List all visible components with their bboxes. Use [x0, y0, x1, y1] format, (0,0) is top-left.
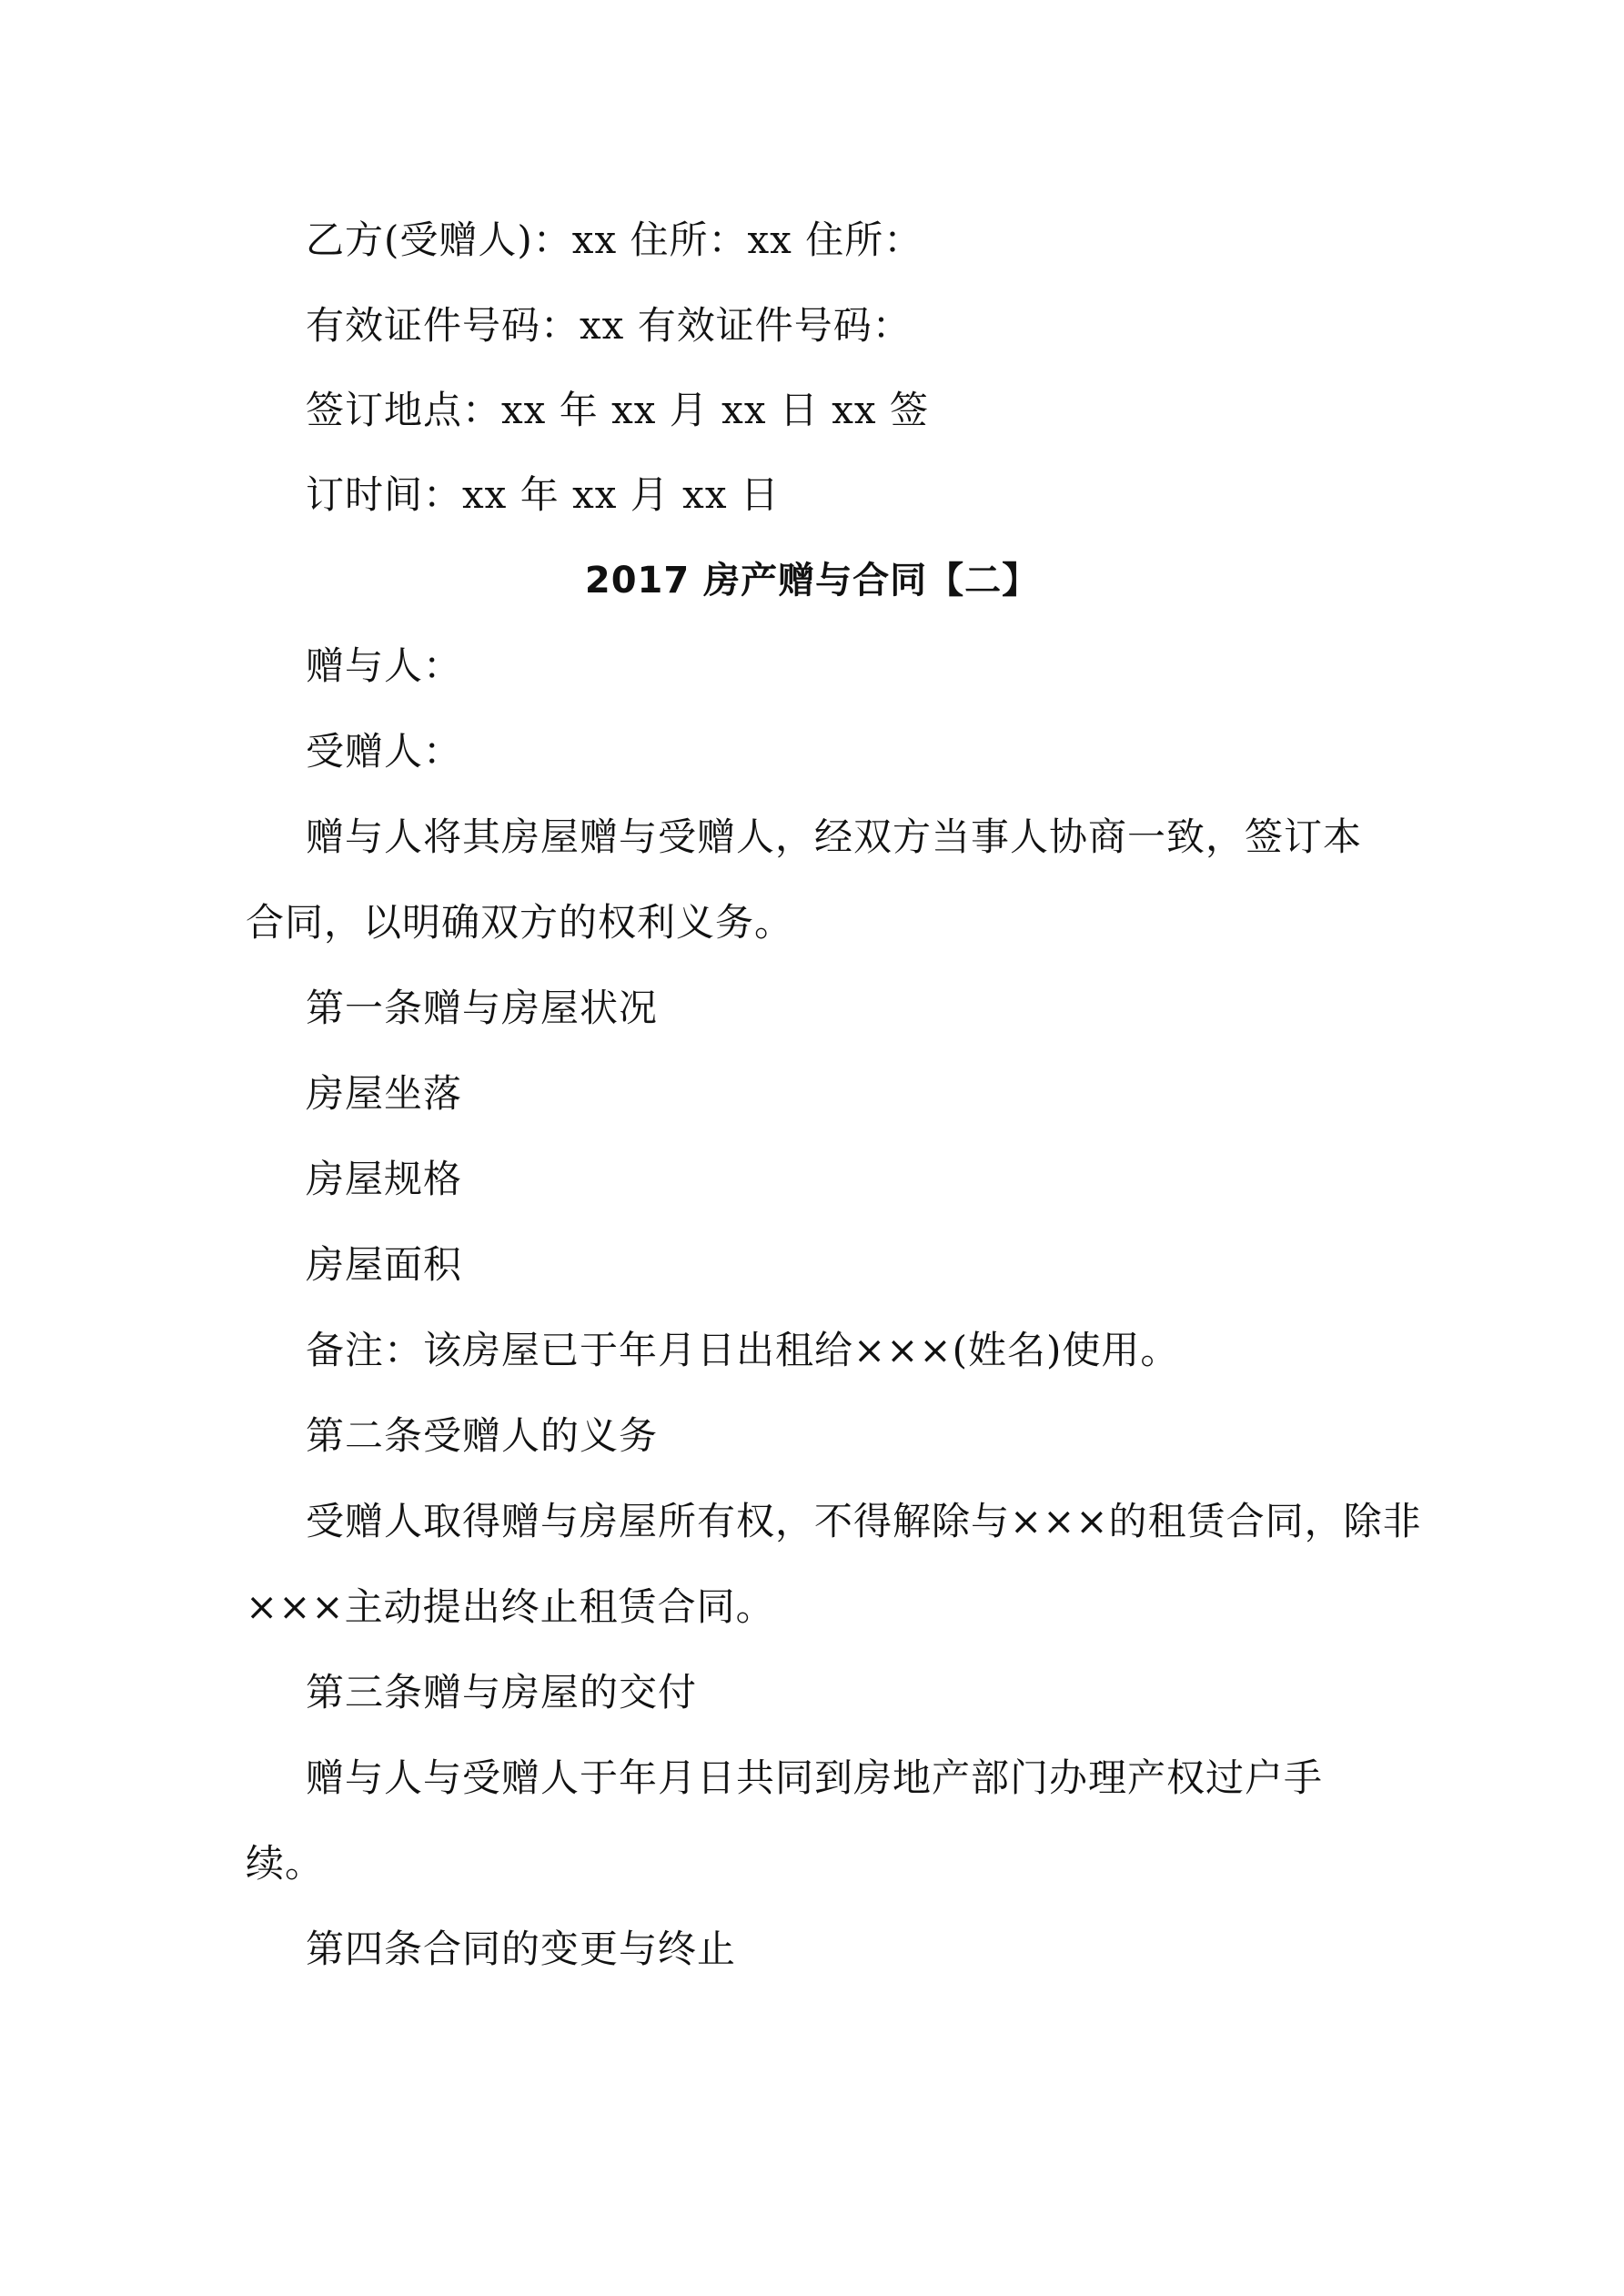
article-3-paragraph-line-2: 续。	[246, 1841, 325, 1886]
article-2-paragraph-line-1: 受赠人取得赠与房屋所有权，不得解除与×××的租赁合同，除非	[306, 1499, 1422, 1543]
house-spec-line: 房屋规格	[306, 1157, 463, 1201]
house-location-line: 房屋坐落	[306, 1071, 463, 1116]
signing-time-line: 订时间：xx 年 xx 月 xx 日	[306, 472, 780, 517]
article-2-paragraph-line-2: ×××主动提出终止租赁合同。	[246, 1584, 775, 1629]
donor-line: 赠与人：	[306, 643, 463, 688]
signing-place-line: 签订地点：xx 年 xx 月 xx 日 xx 签	[306, 388, 929, 432]
article-2-heading: 第二条受赠人的义务	[306, 1413, 659, 1458]
intro-paragraph-line-2: 合同，以明确双方的权利义务。	[246, 900, 794, 945]
remark-line: 备注：该房屋已于年月日出租给×××(姓名)使用。	[306, 1328, 1180, 1372]
id-number-line: 有效证件号码：xx 有效证件号码：	[306, 303, 912, 348]
article-3-paragraph-line-1: 赠与人与受赠人于年月日共同到房地产部门办理产权过户手	[306, 1755, 1324, 1800]
article-4-heading: 第四条合同的变更与终止	[306, 1927, 737, 1971]
house-area-line: 房屋面积	[306, 1242, 463, 1287]
intro-paragraph-line-1: 赠与人将其房屋赠与受赠人，经双方当事人协商一致，签订本	[306, 814, 1363, 859]
donee-line: 受赠人：	[306, 729, 463, 774]
party-b-line: 乙方(受赠人)：xx 住所：xx 住所：	[306, 217, 923, 262]
article-1-heading: 第一条赠与房屋状况	[306, 986, 659, 1030]
contract-title: 2017 房产赠与合同【二】	[584, 560, 1040, 602]
article-3-heading: 第三条赠与房屋的交付	[306, 1670, 698, 1714]
